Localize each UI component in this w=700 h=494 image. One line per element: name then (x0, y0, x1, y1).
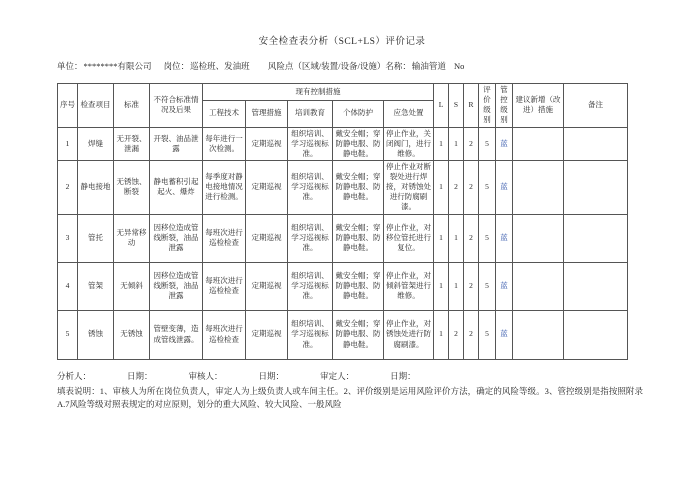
cell-mgmt: 定期巡视 (246, 160, 288, 214)
header-row-1 (58, 84, 628, 101)
cell-s: 1 (449, 214, 464, 262)
cell-standard: 无锈蚀、断裂 (114, 160, 150, 214)
cell-suggest (513, 214, 564, 262)
no-label: No (454, 61, 465, 71)
cell-standard: 无锈蚀 (114, 310, 150, 359)
header-r: R (464, 84, 479, 128)
cell-seq: 3 (58, 214, 78, 262)
cell-r: 2 (464, 160, 479, 214)
cell-training: 组织培训、学习巡视标准。 (288, 127, 333, 160)
document-info-line (57, 60, 700, 72)
header-ppe: 个体防护 (333, 100, 384, 127)
header-l: L (434, 84, 449, 128)
header-suggest: 建议新增（改进）措施 (513, 84, 564, 128)
cell-l: 1 (434, 214, 449, 262)
header-existing-measures: 现有控制措施 (203, 84, 434, 101)
cell-remark (564, 310, 628, 359)
header-seq: 序号 (58, 84, 78, 128)
cell-eval: 5 (479, 127, 496, 160)
cell-seq: 4 (58, 262, 78, 310)
cell-control-level: 蓝 (496, 160, 513, 214)
cell-r: 2 (464, 262, 479, 310)
table-row (58, 160, 628, 214)
cell-training: 组织培训、学习巡视标准。 (288, 262, 333, 310)
cell-control-level: 蓝 (496, 127, 513, 160)
cell-seq: 5 (58, 310, 78, 359)
cell-ppe: 戴安全帽；穿防静电服、防静电鞋。 (333, 262, 384, 310)
cell-training: 组织培训、学习巡视标准。 (288, 310, 333, 359)
cell-control-level: 蓝 (496, 310, 513, 359)
approver-label: 审定人： (320, 370, 355, 381)
cell-suggest (513, 127, 564, 160)
cell-training: 组织培训、学习巡视标准。 (288, 214, 333, 262)
header-eng: 工程技术 (203, 100, 246, 127)
cell-remark (564, 160, 628, 214)
cell-r: 2 (464, 310, 479, 359)
cell-r: 2 (464, 214, 479, 262)
cell-suggest (513, 160, 564, 214)
cell-nonconform: 管壁变薄，造成管线泄露。 (150, 310, 203, 359)
cell-eng: 每班次进行巡检检查 (203, 262, 246, 310)
cell-nonconform: 静电蓄积引起起火、爆炸 (150, 160, 203, 214)
table-row (58, 127, 628, 160)
cell-emergency: 停止作业，对移位管托进行复位。 (384, 214, 434, 262)
cell-s: 2 (449, 160, 464, 214)
cell-standard: 无异常移动 (114, 214, 150, 262)
cell-eng: 每季度对静电接地情况进行检测。 (203, 160, 246, 214)
header-eval-level: 评价级别 (479, 84, 496, 128)
cell-emergency: 停止作业，对倾斜管架进行维修。 (384, 262, 434, 310)
cell-emergency: 停止作业对断裂处进行焊接，对锈蚀处进行防腐刷漆。 (384, 160, 434, 214)
post-value: 巡检班、发油班 (190, 61, 250, 71)
post-label: 岗位： (163, 61, 190, 71)
cell-mgmt: 定期巡视 (246, 127, 288, 160)
cell-control-level: 蓝 (496, 262, 513, 310)
cell-suggest (513, 262, 564, 310)
date-label: 日期： (390, 370, 416, 381)
header-s: S (449, 84, 464, 128)
cell-mgmt: 定期巡视 (246, 310, 288, 359)
header-training: 培训教育 (288, 100, 333, 127)
cell-ppe: 戴安全帽；穿防静电服、防静电鞋。 (333, 160, 384, 214)
cell-nonconform: 开裂、油品泄露 (150, 127, 203, 160)
cell-eval: 5 (479, 262, 496, 310)
analyst-label: 分析人： (57, 370, 92, 381)
cell-seq: 2 (58, 160, 78, 214)
cell-mgmt: 定期巡视 (246, 262, 288, 310)
cell-eval: 5 (479, 160, 496, 214)
safety-checklist-table (57, 83, 628, 360)
cell-eng: 每班次进行巡检检查 (203, 214, 246, 262)
cell-seq: 1 (58, 127, 78, 160)
cell-item: 锈蚀 (78, 310, 114, 359)
cell-eval: 5 (479, 310, 496, 359)
cell-remark (564, 262, 628, 310)
cell-item: 静电接地 (78, 160, 114, 214)
cell-emergency: 停止作业，对锈蚀处进行防腐刷漆。 (384, 310, 434, 359)
header-emergency: 应急处置 (384, 100, 434, 127)
cell-suggest (513, 310, 564, 359)
cell-mgmt: 定期巡视 (246, 214, 288, 262)
date-label: 日期： (127, 370, 153, 381)
cell-l: 1 (434, 262, 449, 310)
cell-ppe: 戴安全帽；穿防静电服、防静电鞋。 (333, 310, 384, 359)
table-row (58, 310, 628, 359)
cell-control-level: 蓝 (496, 214, 513, 262)
header-item: 检查项目 (78, 84, 114, 128)
cell-standard: 无开裂、泄漏 (114, 127, 150, 160)
cell-s: 1 (449, 127, 464, 160)
cell-s: 1 (449, 262, 464, 310)
cell-item: 管托 (78, 214, 114, 262)
cell-standard: 无倾斜 (114, 262, 150, 310)
unit-label: 单位： (57, 61, 83, 71)
risk-point-value: 输油管道 (411, 61, 446, 71)
reviewer-label: 审核人： (188, 370, 223, 381)
table-row (58, 214, 628, 262)
cell-training: 组织培训、学习巡视标准。 (288, 160, 333, 214)
header-standard: 标准 (114, 84, 150, 128)
page-title: 安全检查表分析（SCL+LS）评价记录 (258, 37, 426, 47)
cell-eng: 每班次进行巡检检查 (203, 310, 246, 359)
date-label: 日期： (258, 370, 285, 381)
cell-remark (564, 214, 628, 262)
header-remark: 备注 (564, 84, 628, 128)
cell-l: 1 (434, 160, 449, 214)
cell-remark (564, 127, 628, 160)
cell-eval: 5 (479, 214, 496, 262)
cell-r: 2 (464, 127, 479, 160)
cell-l: 1 (434, 127, 449, 160)
cell-l: 1 (434, 310, 449, 359)
cell-emergency: 停止作业，关闭阀门，进行维修。 (384, 127, 434, 160)
cell-nonconform: 因移位造成管线断裂，油品泄露 (150, 214, 203, 262)
form-filling-note: 填表说明：1、审核人为所在岗位负责人，审定人为上级负责人或车间主任。2、评价级别是运用风险评价方法，确定的风险等级。3、管控级别是指按照附录A.7风险等级对照表规定的对应原则，划分的重大风险、较大风险、一般风险 (57, 385, 643, 410)
table-row (58, 262, 628, 310)
cell-eng: 每年进行一次检测。 (203, 127, 246, 160)
cell-ppe: 戴安全帽；穿防静电服、防静电鞋。 (333, 214, 384, 262)
cell-nonconform: 因移位造成管线断裂，油品泄露 (150, 262, 203, 310)
header-nonconform: 不符合标准情况及后果 (150, 84, 203, 128)
cell-ppe: 戴安全帽；穿防静电服、防静电鞋。 (333, 127, 384, 160)
cell-item: 管架 (78, 262, 114, 310)
risk-point-label: 风险点（区域/装置/设备/设施）名称： (267, 61, 411, 71)
signature-line (57, 370, 700, 382)
cell-s: 2 (449, 310, 464, 359)
unit-value: ********有限公司 (83, 61, 152, 71)
cell-item: 焊缝 (78, 127, 114, 160)
header-mgmt: 管理措施 (246, 100, 288, 127)
header-control-level: 管控级别 (496, 84, 513, 128)
